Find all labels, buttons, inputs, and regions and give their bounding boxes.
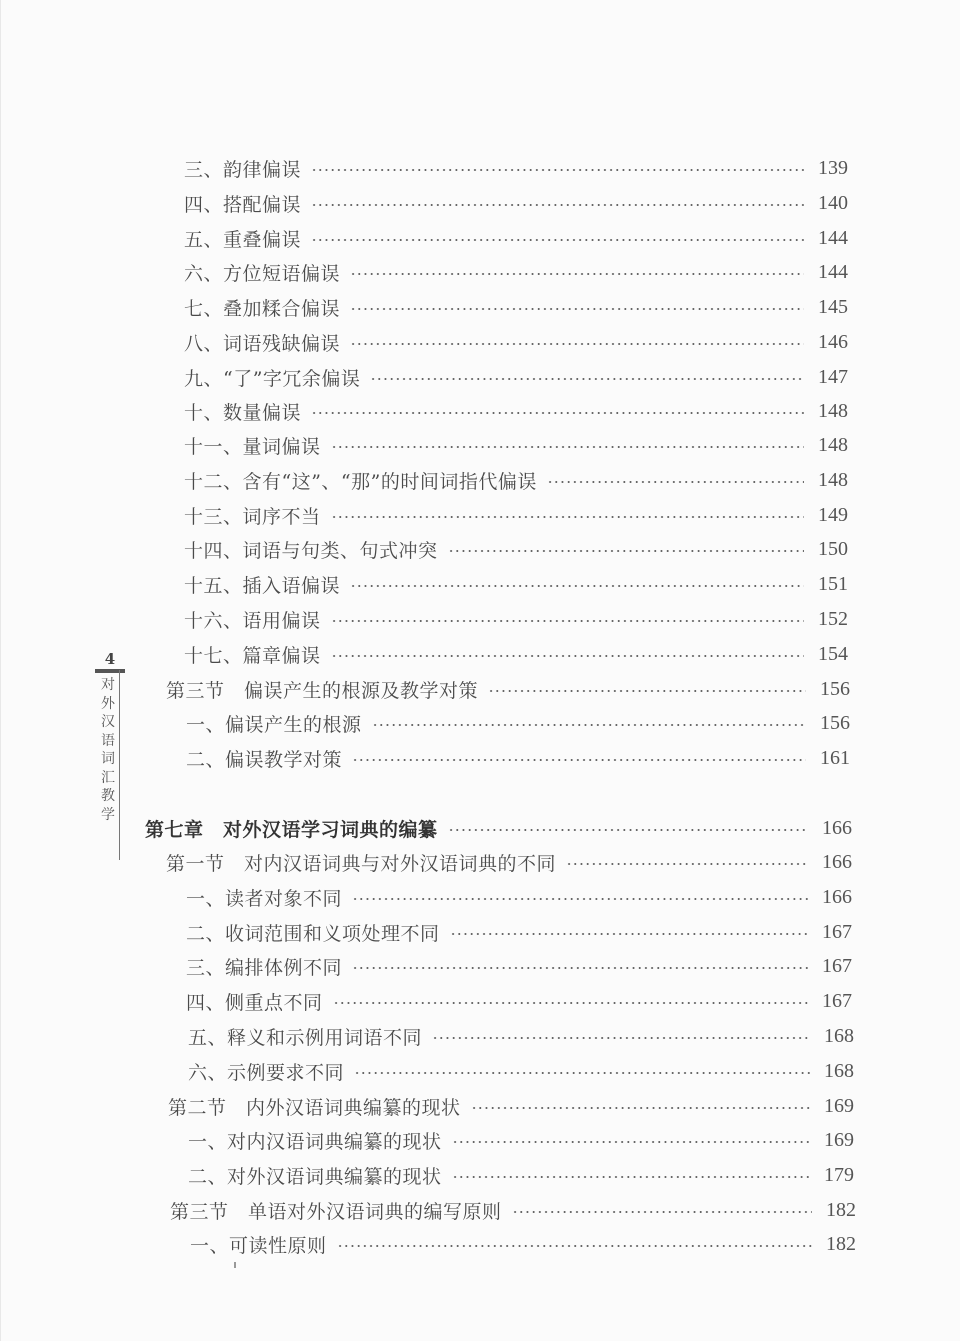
toc-page-number: 156 — [820, 711, 850, 734]
toc-page-number: 148 — [818, 399, 848, 422]
toc-subsection-entry[interactable] — [184, 188, 848, 218]
toc-page-number: 156 — [820, 677, 850, 700]
toc-page-number: 146 — [818, 330, 848, 353]
toc-entry-title: 五、重叠偏误 — [184, 228, 302, 251]
toc-entry-title: 一、对内汉语词典编纂的现状 — [188, 1130, 442, 1153]
dot-leader — [452, 1141, 810, 1143]
toc-section-entry[interactable] — [166, 847, 852, 877]
dot-leader — [452, 1176, 810, 1178]
toc-entry-title: 一、偏误产生的根源 — [186, 713, 362, 736]
toc-entry-title: 八、词语残缺偏误 — [184, 332, 341, 355]
toc-entry-title: 第三节 单语对外汉语词典的编写原则 — [170, 1200, 502, 1223]
dot-leader — [352, 967, 808, 969]
toc-page-number: 169 — [824, 1094, 854, 1117]
toc-subsection-entry[interactable] — [184, 153, 848, 183]
dot-leader — [352, 898, 808, 900]
toc-page-number: 152 — [818, 607, 848, 630]
toc-chapter-entry[interactable] — [145, 813, 852, 843]
toc-subsection-entry[interactable] — [184, 639, 848, 669]
toc-entry-title: 三、编排体例不同 — [186, 956, 343, 979]
dot-leader — [350, 308, 804, 310]
dot-leader — [337, 1245, 812, 1247]
dot-leader — [331, 655, 804, 657]
dot-leader — [448, 550, 804, 552]
toc-entry-title: 十二、含有“这”、“那”的时间词指代偏误 — [184, 470, 537, 493]
margin-header — [95, 650, 125, 823]
toc-subsection-entry[interactable] — [184, 604, 848, 634]
dot-leader — [333, 1002, 808, 1004]
dot-leader — [311, 412, 804, 414]
dot-leader — [311, 239, 804, 241]
toc-page-number: 182 — [826, 1198, 856, 1221]
dot-leader — [471, 1107, 810, 1109]
dot-leader — [370, 378, 804, 380]
toc-entry-title: 六、示例要求不同 — [188, 1061, 345, 1084]
toc-subsection-entry[interactable] — [184, 223, 848, 253]
toc-subsection-entry[interactable] — [186, 708, 850, 738]
dot-leader — [311, 204, 804, 206]
page-number-bar — [95, 669, 125, 673]
toc-entry-title: 四、搭配偏误 — [184, 193, 302, 216]
toc-entry-title: 十一、量词偏误 — [184, 435, 321, 458]
toc-entry-title: 二、对外汉语词典编纂的现状 — [188, 1165, 442, 1188]
toc-page-number: 166 — [822, 850, 852, 873]
toc-page-number: 167 — [822, 989, 852, 1012]
toc-entry-title: 七、叠加糅合偏误 — [184, 297, 341, 320]
toc-page-number: 166 — [822, 816, 852, 839]
toc-subsection-entry[interactable] — [186, 917, 852, 947]
toc-entry-title: 三、韵律偏误 — [184, 158, 302, 181]
dot-leader — [350, 585, 804, 587]
dot-leader — [566, 863, 808, 865]
toc-section-entry[interactable] — [166, 674, 850, 704]
dot-leader — [311, 169, 804, 171]
toc-subsection-entry[interactable] — [186, 951, 852, 981]
toc-page-number: 140 — [818, 191, 848, 214]
toc-subsection-entry[interactable] — [190, 1229, 856, 1259]
page-number: 4 — [104, 650, 116, 668]
toc-subsection-entry[interactable] — [184, 430, 848, 460]
toc-page-number: 167 — [822, 920, 852, 943]
toc-entry-title: 十三、词序不当 — [184, 505, 321, 528]
toc-subsection-entry[interactable] — [188, 1021, 854, 1051]
dot-leader — [488, 690, 806, 692]
toc-entry-title: 二、收词范围和义项处理不同 — [186, 922, 440, 945]
toc-subsection-entry[interactable] — [184, 327, 848, 357]
toc-subsection-entry[interactable] — [184, 362, 848, 392]
toc-entry-title: 第一节 对内汉语词典与对外汉语词典的不同 — [166, 852, 557, 875]
toc-entry-title: 六、方位短语偏误 — [184, 262, 341, 285]
dot-leader — [372, 724, 806, 726]
toc-entry-title: 一、读者对象不同 — [186, 887, 343, 910]
running-book-title: 对外汉语词汇教学 — [101, 677, 115, 823]
toc-page-number: 167 — [822, 954, 852, 977]
toc-page-number: 166 — [822, 885, 852, 908]
toc-page-number: 144 — [818, 260, 848, 283]
toc-page-number: 144 — [818, 226, 848, 249]
toc-page-number: 182 — [826, 1232, 856, 1255]
toc-page-number: 149 — [818, 503, 848, 526]
toc-section-entry[interactable] — [168, 1091, 854, 1121]
toc-subsection-entry[interactable] — [188, 1056, 854, 1086]
toc-page-number: 168 — [824, 1059, 854, 1082]
toc-subsection-entry[interactable] — [184, 257, 848, 287]
dot-leader — [350, 343, 804, 345]
dot-leader — [547, 481, 804, 483]
dot-leader — [432, 1037, 810, 1039]
toc-subsection-entry[interactable] — [184, 569, 848, 599]
toc-page-number: 169 — [824, 1128, 854, 1151]
toc-page-number: 168 — [824, 1024, 854, 1047]
toc-subsection-entry[interactable] — [184, 500, 848, 530]
dot-leader — [448, 829, 808, 831]
toc-entry-title: 十七、篇章偏误 — [184, 644, 321, 667]
toc-section-entry[interactable] — [170, 1195, 856, 1225]
toc-page-number: 147 — [818, 365, 848, 388]
toc-subsection-entry[interactable] — [186, 743, 850, 773]
scan-speck — [234, 1262, 236, 1268]
toc-subsection-entry[interactable] — [188, 1125, 854, 1155]
toc-entry-title: 五、释义和示例用词语不同 — [188, 1026, 423, 1049]
dot-leader — [331, 620, 804, 622]
toc-page-number: 148 — [818, 468, 848, 491]
toc-page-number: 179 — [824, 1163, 854, 1186]
toc-subsection-entry[interactable] — [186, 882, 852, 912]
margin-rule — [119, 670, 120, 860]
dot-leader — [512, 1211, 812, 1213]
toc-entry-title: 第七章 对外汉语学习词典的编纂 — [145, 818, 438, 841]
toc-entry-title: 十、数量偏误 — [184, 401, 302, 424]
toc-entry-title: 四、侧重点不同 — [186, 991, 323, 1014]
toc-subsection-entry[interactable] — [186, 986, 852, 1016]
toc-entry-title: 第三节 偏误产生的根源及教学对策 — [166, 679, 479, 702]
toc-page-number: 151 — [818, 572, 848, 595]
toc-subsection-entry[interactable] — [184, 534, 848, 564]
toc-page-number: 148 — [818, 433, 848, 456]
toc-subsection-entry[interactable] — [184, 396, 848, 426]
toc-entry-title: 二、偏误教学对策 — [186, 748, 343, 771]
dot-leader — [352, 759, 806, 761]
toc-entry-title: 十四、词语与句类、句式冲突 — [184, 539, 438, 562]
dot-leader — [331, 516, 804, 518]
toc-page-number: 145 — [818, 295, 848, 318]
dot-leader — [331, 446, 804, 448]
toc-page-number: 150 — [818, 537, 848, 560]
dot-leader — [350, 273, 804, 275]
dot-leader — [354, 1072, 810, 1074]
toc-entry-title: 九、“了”字冗余偏误 — [184, 367, 361, 390]
toc-page-number: 139 — [818, 156, 848, 179]
toc-entry-title: 十六、语用偏误 — [184, 609, 321, 632]
toc-entry-title: 十五、插入语偏误 — [184, 574, 341, 597]
toc-page-number: 161 — [820, 746, 850, 769]
toc-subsection-entry[interactable] — [188, 1160, 854, 1190]
toc-subsection-entry[interactable] — [184, 292, 848, 322]
dot-leader — [450, 933, 808, 935]
toc-entry-title: 第二节 内外汉语词典编纂的现状 — [168, 1096, 461, 1119]
toc-subsection-entry[interactable] — [184, 465, 848, 495]
toc-entry-title: 一、可读性原则 — [190, 1234, 327, 1257]
toc-page-number: 154 — [818, 642, 848, 665]
